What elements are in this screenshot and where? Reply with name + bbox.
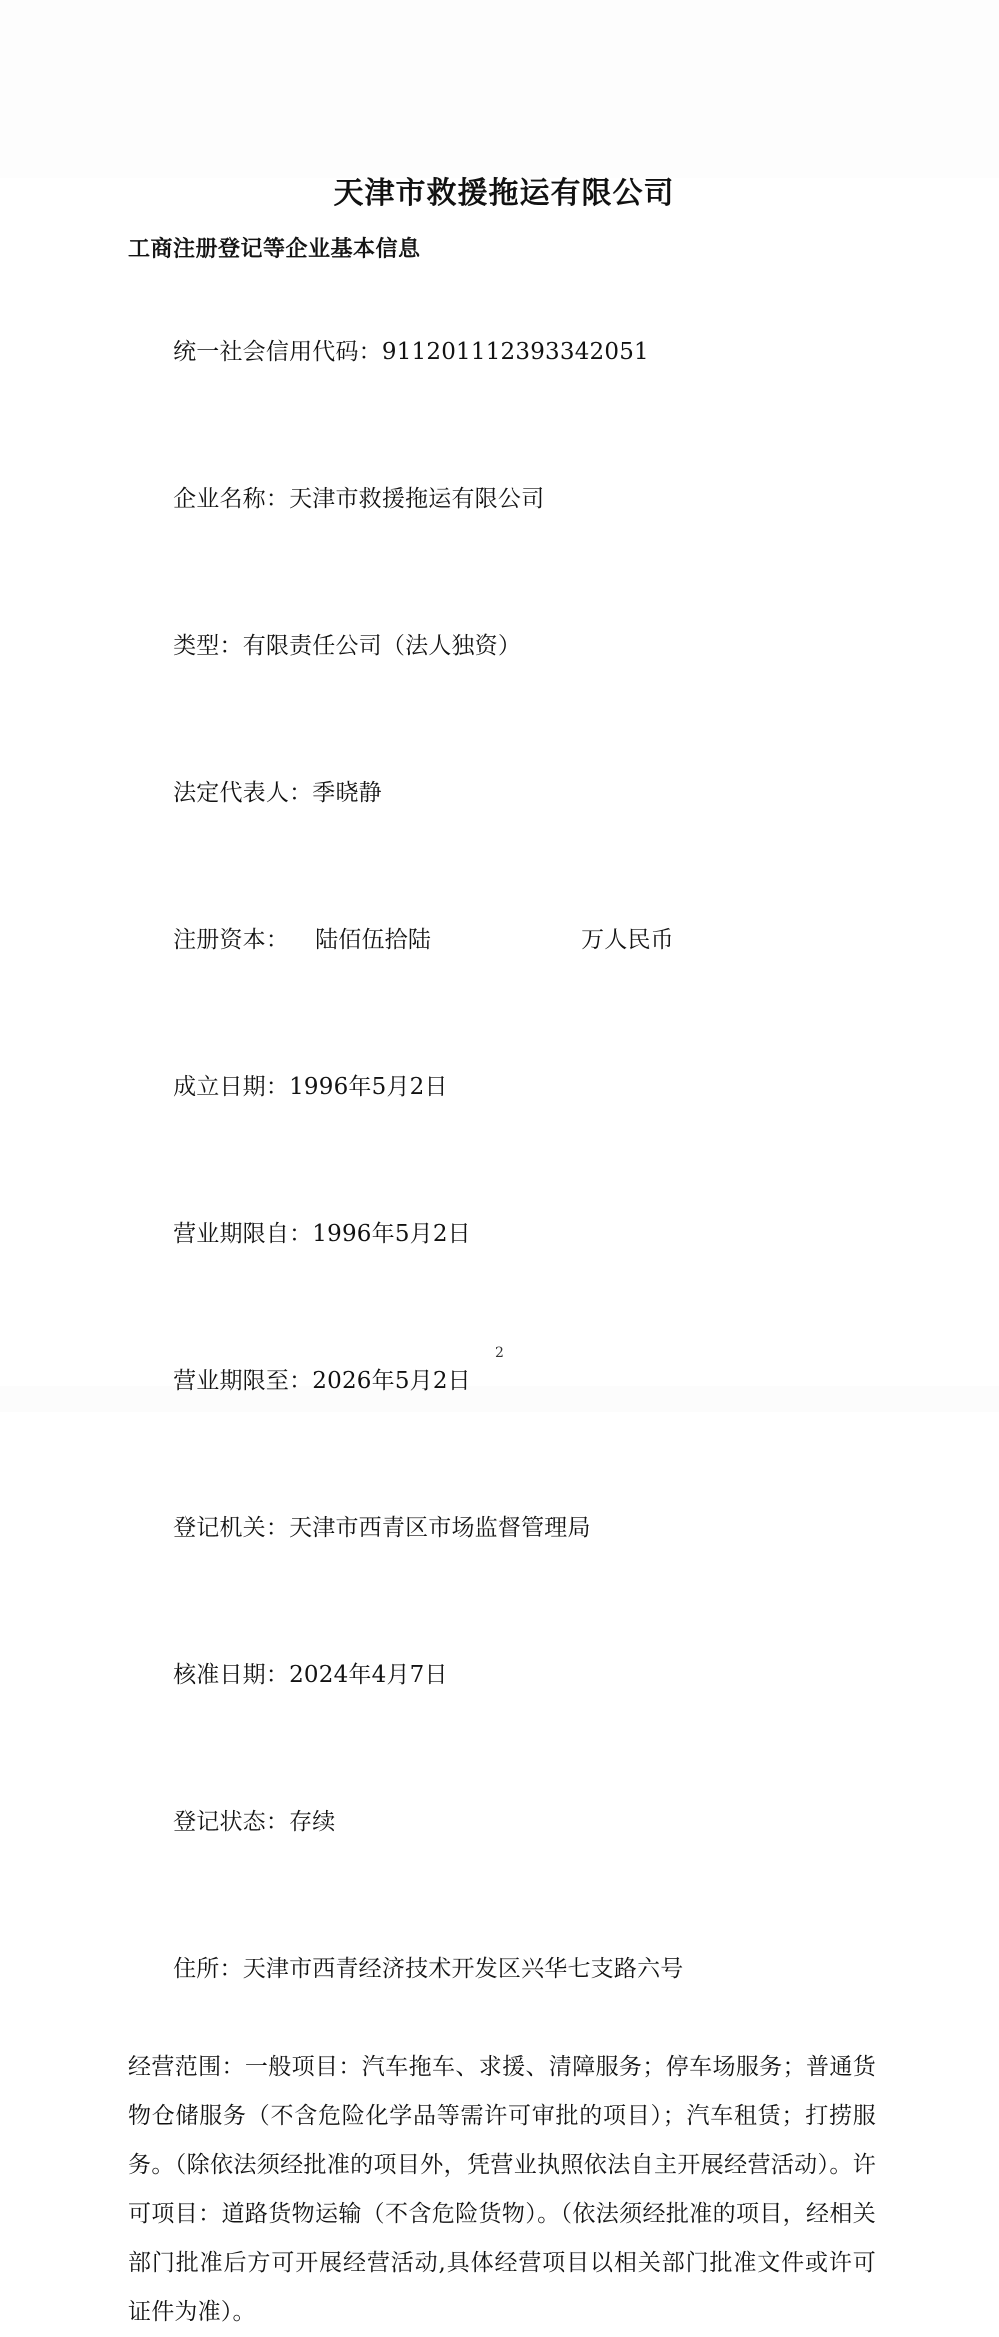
field-legal-representative [128,720,880,867]
field-business-scope [128,2043,876,2337]
field-label: 经营范围： [128,2053,245,2080]
field-value: 天津市西青经济技术开发区兴华七支路六号 [242,1955,684,1982]
field-establishment-date [128,1014,880,1161]
field-enterprise-name [128,426,880,573]
field-registration-authority [128,1455,880,1602]
field-unified-social-credit-code [128,279,880,426]
field-value: 2024年4月7日 [289,1661,448,1688]
field-approval-date [128,1602,880,1749]
field-value: 一般项目：汽车拖车、求援、清障服务；停车场服务；普通货物仓储服务（不含危险化学品等需许可审批的项目）；汽车租赁；打捞服务。（除依法须经批准的项目外，凭营业执照依法自主开展经营活动）。许可项目：道路货物运输（不含危险货物）。（依法须经批准的项目，经相关部门批准后方可开展经营活动,具体经营项目以相关部门批准文件或许可证件为准）。 [128,2053,876,2325]
field-value: 存续 [289,1808,336,1835]
field-value: 1996年5月2日 [289,1073,448,1100]
field-value: 陆佰伍拾陆 [315,926,432,953]
field-value: 1996年5月2日 [312,1220,471,1247]
page-title: 天津市救援拖运有限公司 [333,176,675,211]
field-value: 911201112393342051 [381,338,649,365]
document-body [128,176,880,2337]
field-label: 成立日期： [173,1073,290,1100]
field-label: 类型： [173,632,243,659]
field-registered-capital [128,867,880,1014]
field-label: 企业名称： [173,485,290,512]
field-value: 天津市西青区市场监督管理局 [289,1514,591,1541]
field-business-term-to [128,1308,880,1455]
field-label: 统一社会信用代码： [173,338,382,365]
field-value: 天津市救援拖运有限公司 [289,485,545,512]
scan-margin-top [0,0,999,178]
field-type [128,573,880,720]
field-address [128,1896,880,2043]
field-label: 登记状态： [173,1808,290,1835]
field-unit: 万人民币 [581,926,674,953]
field-label: 营业期限至： [173,1367,313,1394]
field-value: 2026年5月2日 [312,1367,471,1394]
field-label: 核准日期： [173,1661,290,1688]
field-label: 登记机关： [173,1514,290,1541]
field-value: 有限责任公司（法人独资） [242,632,522,659]
field-registration-status [128,1749,880,1896]
field-label: 住所： [173,1955,243,1982]
field-label: 营业期限自： [173,1220,313,1247]
field-business-term-from [128,1161,880,1308]
field-label: 注册资本： [173,926,290,953]
field-value: 季晓静 [312,779,382,806]
page-number: 2 [495,1345,504,1361]
field-label: 法定代表人： [173,779,313,806]
section-heading: 工商注册登记等企业基本信息 [128,237,421,262]
